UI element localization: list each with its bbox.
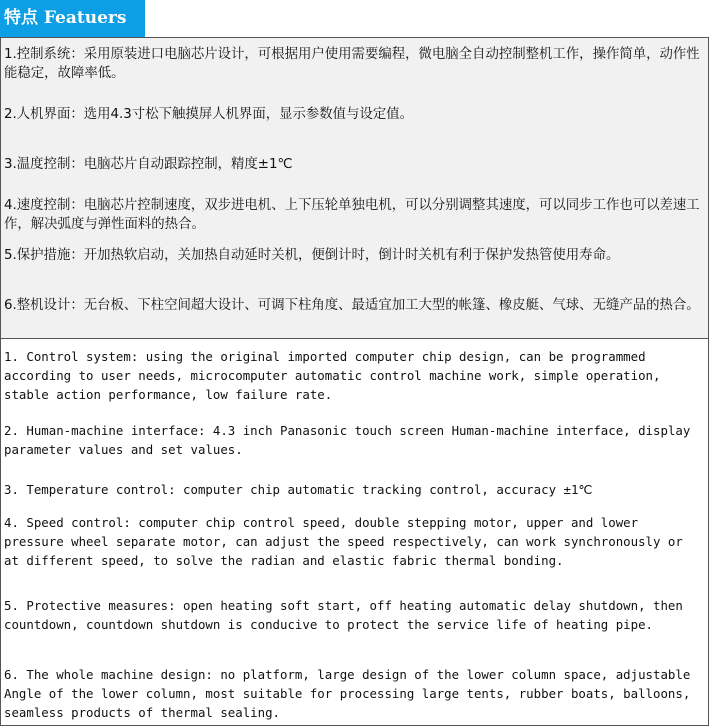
feature-cn-protection: 5.保护措施：开加热软启动，关加热自动延时关机，便倒计时，倒计时关机有利于保护发热管使用寿命。 [4, 248, 620, 263]
feature-cn-speed: 4.速度控制：电脑芯片控制速度，双步进电机、上下压轮单独电机，可以分别调整其速度，可以同步工作也可以差速工作，解决弧度与弹性面料的热合。 [4, 198, 700, 232]
feature-cn-hmi: 2.人机界面：选用4.3寸松下触摸屏人机界面，显示参数值与设定值。 [4, 107, 414, 122]
header-band [0, 0, 709, 37]
feature-en-protection: 5. Protective measures: open heating soft start, off heating automatic delay shutdown, then countdown, countdown shutdown is conducive to protect the service life of heating pipe. [4, 598, 683, 632]
feature-cn-temperature: 3.温度控制：电脑芯片自动跟踪控制，精度±1℃ [4, 157, 293, 172]
feature-en-speed: 4. Speed control: computer chip control speed, double stepping motor, upper and lower pressure wheel separate motor, can adjust the speed respectively, can work synchronously or at different speed, to solve the radian and elastic fabric thermal bonding. [4, 515, 683, 568]
section-title: 特点 Featuers [0, 0, 145, 37]
feature-en-temperature: 3. Temperature control: computer chip automatic tracking control, accuracy ±1℃ [4, 482, 593, 497]
feature-en-hmi: 2. Human-machine interface: 4.3 inch Panasonic touch screen Human-machine interface, display parameter values and set values. [4, 423, 691, 457]
features-chinese-section [0, 37, 709, 339]
features-english-section [0, 338, 709, 726]
feature-cn-machine-design: 6.整机设计：无台板、下柱空间超大设计、可调下柱角度、最适宜加工大型的帐篷、橡皮艇、气球、无缝产品的热合。 [4, 298, 700, 313]
feature-en-control-system: 1. Control system: using the original imported computer chip design, can be programmed according to user needs, microcomputer automatic control machine work, simple operation, stable action performance, low failure rate. [4, 349, 661, 402]
feature-en-machine-design: 6. The whole machine design: no platform, large design of the lower column space, adjustable Angle of the lower column, most suitable for processing large tents, rubber boats, balloons, seamless products of thermal sealing. [4, 667, 691, 720]
feature-cn-control-system: 1.控制系统：采用原装进口电脑芯片设计，可根据用户使用需要编程，微电脑全自动控制整机工作，操作简单，动作性能稳定，故障率低。 [4, 47, 700, 81]
